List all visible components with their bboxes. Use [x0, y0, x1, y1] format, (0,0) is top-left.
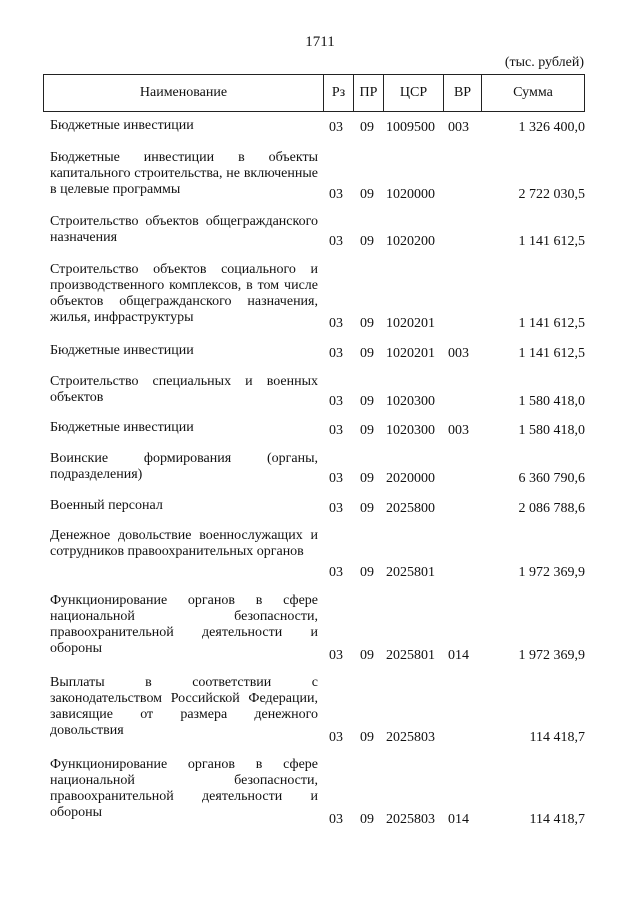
row-vr: 003: [448, 423, 469, 438]
row-csr: 1009500: [386, 120, 435, 135]
row-pr: 09: [360, 394, 374, 409]
row-rz: 03: [329, 187, 343, 202]
row-csr: 1020000: [386, 187, 435, 202]
row-pr: 09: [360, 316, 374, 331]
table-row: [50, 262, 585, 332]
row-name: Военный персонал: [50, 498, 163, 513]
row-sum: 1 580 418,0: [518, 423, 585, 438]
row-pr: 09: [360, 234, 374, 249]
row-name: Строительство объектов общегражданского назначения: [50, 214, 318, 245]
row-rz: 03: [329, 423, 343, 438]
row-pr: 09: [360, 423, 374, 438]
row-name: Бюджетные инвестиции в объекты капитального строительства, не включенные в целевые программы: [50, 150, 318, 197]
row-rz: 03: [329, 501, 343, 516]
header-name: Наименование: [139, 85, 228, 100]
row-csr: 1020201: [386, 316, 435, 331]
table-row: [50, 374, 585, 410]
page-number: 1711: [305, 34, 335, 50]
row-pr: 09: [360, 648, 374, 663]
row-rz: 03: [329, 812, 343, 827]
row-name: Бюджетные инвестиции: [50, 343, 194, 358]
table-row: [50, 150, 585, 203]
header-rz: Рз: [323, 75, 353, 111]
row-pr: 09: [360, 120, 374, 135]
table-row: [50, 675, 585, 746]
row-pr: 09: [360, 501, 374, 516]
row-sum: 1 972 369,9: [518, 648, 585, 663]
row-pr: 09: [360, 471, 374, 486]
row-pr: 09: [360, 565, 374, 580]
row-name: Воинские формирования (органы, подразделения): [50, 451, 318, 482]
row-csr: 2020000: [386, 471, 435, 486]
units-label: (тыс. рублей): [504, 55, 584, 70]
row-csr: 2025803: [386, 812, 435, 827]
table-row: [50, 343, 585, 362]
row-sum: 6 360 790,6: [518, 471, 585, 486]
table-row: [50, 528, 585, 581]
row-csr: 2025801: [386, 648, 435, 663]
table-row: [50, 420, 585, 439]
row-rz: 03: [329, 346, 343, 361]
row-sum: 1 326 400,0: [518, 120, 585, 135]
row-rz: 03: [329, 730, 343, 745]
row-rz: 03: [329, 394, 343, 409]
row-sum: 1 141 612,5: [518, 346, 585, 361]
row-rz: 03: [329, 234, 343, 249]
row-name: Строительство специальных и военных объектов: [50, 374, 318, 405]
row-sum: 1 141 612,5: [518, 316, 585, 331]
row-pr: 09: [360, 812, 374, 827]
row-csr: 1020201: [386, 346, 435, 361]
row-sum: 2 086 788,6: [518, 501, 585, 516]
table-row: [50, 214, 585, 250]
row-rz: 03: [329, 120, 343, 135]
row-name: Бюджетные инвестиции: [50, 118, 194, 133]
row-csr: 1020300: [386, 394, 435, 409]
row-name: Функционирование органов в сфере национальной безопасности, правоохранительной деятельности и обороны: [50, 593, 318, 656]
row-vr: 003: [448, 120, 469, 135]
row-vr: 003: [448, 346, 469, 361]
row-name: Выплаты в соответствии с законодательством Российской Федерации, зависящие от размера денежного довольствия: [50, 675, 318, 738]
row-name: Строительство объектов социального и производственного комплексов, в том числе объектов общегражданского назначения, жилья, инфраструктуры: [50, 262, 318, 325]
table-row: [50, 757, 585, 828]
table-row: [50, 498, 585, 517]
row-rz: 03: [329, 471, 343, 486]
row-rz: 03: [329, 648, 343, 663]
header-pr: ПР: [353, 75, 383, 111]
row-pr: 09: [360, 346, 374, 361]
row-sum: 1 972 369,9: [518, 565, 585, 580]
row-sum: 114 418,7: [529, 730, 585, 745]
row-csr: 2025800: [386, 501, 435, 516]
row-name: Денежное довольствие военнослужащих и сотрудников правоохранительных органов: [50, 528, 318, 559]
row-name: Функционирование органов в сфере национальной безопасности, правоохранительной деятельности и обороны: [50, 757, 318, 820]
row-sum: 114 418,7: [529, 812, 585, 827]
header-csr: ЦСР: [383, 75, 443, 111]
row-vr: 014: [448, 812, 469, 827]
row-pr: 09: [360, 730, 374, 745]
table-row: [50, 593, 585, 664]
table-row: [50, 451, 585, 487]
row-sum: 1 580 418,0: [518, 394, 585, 409]
row-rz: 03: [329, 316, 343, 331]
row-pr: 09: [360, 187, 374, 202]
row-name: Бюджетные инвестиции: [50, 420, 194, 435]
row-csr: 2025801: [386, 565, 435, 580]
row-sum: 2 722 030,5: [518, 187, 585, 202]
row-csr: 1020200: [386, 234, 435, 249]
row-csr: 1020300: [386, 423, 435, 438]
header-vr: ВР: [443, 75, 481, 111]
row-sum: 1 141 612,5: [518, 234, 585, 249]
table-row: [50, 118, 585, 136]
table-header: [43, 74, 585, 112]
header-sum: Сумма: [481, 75, 584, 111]
row-vr: 014: [448, 648, 469, 663]
row-csr: 2025803: [386, 730, 435, 745]
row-rz: 03: [329, 565, 343, 580]
